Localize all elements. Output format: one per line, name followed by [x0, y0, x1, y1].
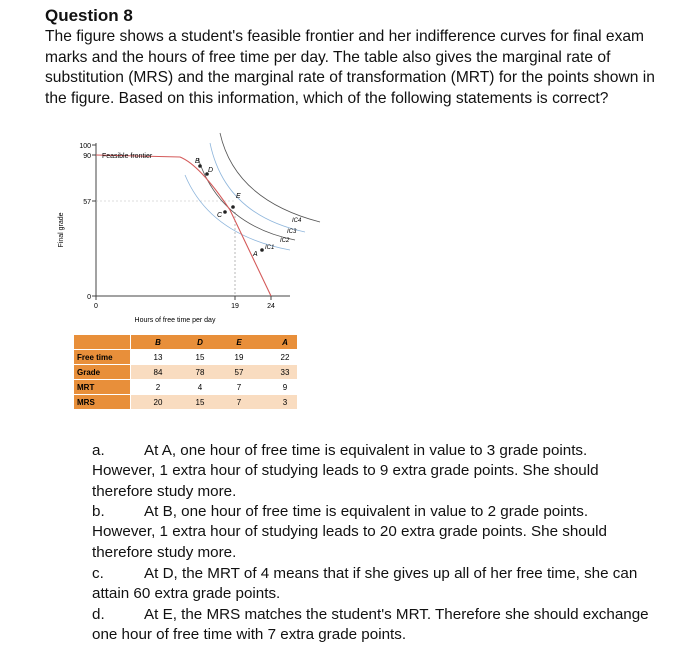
table-header-e: E — [236, 338, 242, 347]
ic1-label: IC1 — [265, 245, 275, 251]
x-tick-19: 19 — [231, 303, 239, 310]
option-b-letter: b. — [92, 503, 105, 520]
option-b-text: At B, one hour of free time is equivalent in value to 2 grade points. However, 1 extra hour of studying leads to 20 extra grade points. She should therefore study more. — [92, 503, 608, 561]
point-c-label: C — [217, 212, 223, 219]
table-cell: 15 — [195, 398, 205, 407]
point-a — [260, 248, 264, 252]
ic3-label: IC3 — [287, 229, 297, 235]
option-d-letter: d. — [92, 606, 105, 623]
table-cell: 57 — [234, 368, 244, 377]
question-text: The figure shows a student's feasible frontier and her indifference curves for final exam marks and the hours of free time per day. The table also gives the marginal rate of substitution (MRS) and the marginal rate of transformation (MRT) for the points shown in the figure. Based on this information, which of the following statements is correct? — [45, 28, 655, 107]
data-table — [74, 335, 297, 409]
feasible-frontier — [96, 155, 271, 296]
point-a-label: A — [253, 251, 258, 258]
option-a-text: At A, one hour of free time is equivalent in value to 3 grade points. However, 1 extra hour of studying leads to 9 extra grade points. She should therefore study more. — [92, 442, 599, 500]
point-d-label: D — [208, 167, 214, 174]
table-cell: 78 — [195, 368, 205, 377]
table-row-label: Free time — [77, 353, 113, 362]
x-tick-0: 0 — [94, 303, 98, 310]
y-axis-label: Final grade — [58, 212, 65, 248]
option-c-letter: c. — [92, 565, 104, 582]
table-cell: 22 — [280, 353, 290, 362]
table-cell: 33 — [280, 368, 290, 377]
y-tick-90: 90 — [83, 153, 91, 160]
point-e-label: E — [236, 193, 241, 200]
option-d[interactable] — [92, 605, 652, 646]
option-a[interactable] — [92, 441, 652, 502]
option-c[interactable] — [92, 564, 652, 605]
indifference-curve-ic1 — [185, 175, 290, 250]
indifference-curve-ic3 — [210, 143, 305, 232]
table-cell: 2 — [155, 383, 161, 392]
table-cell: 7 — [236, 398, 242, 407]
option-b[interactable] — [92, 502, 652, 563]
point-e — [231, 205, 235, 209]
y-tick-0: 0 — [87, 294, 91, 301]
table-cell: 7 — [236, 383, 242, 392]
option-a-letter: a. — [92, 442, 105, 459]
y-tick-100: 100 — [79, 143, 91, 150]
indifference-curve-ic4 — [220, 133, 320, 222]
table-cell: 4 — [197, 383, 203, 392]
table-row-label: Grade — [77, 368, 101, 377]
table-cell: 3 — [282, 398, 288, 407]
table-cell: 19 — [234, 353, 244, 362]
table-header-d: D — [197, 338, 203, 347]
table-cell: 13 — [153, 353, 163, 362]
option-d-text: At E, the MRS matches the student's MRT. Therefore she should exchange one hour of free time with 7 extra grade points. — [92, 606, 649, 644]
feasible-frontier-label: Feasible frontier — [102, 153, 153, 160]
x-axis-label: Hours of free time per day — [134, 317, 216, 324]
ic2-label: IC2 — [280, 238, 290, 244]
option-c-text: At D, the MRT of 4 means that if she gives up all of her free time, she can attain 60 extra grade points. — [92, 565, 638, 603]
table-cell: 9 — [282, 383, 288, 392]
question-title: Question 8 — [45, 6, 133, 25]
table-row-label: MRS — [77, 398, 95, 407]
table-row-label: MRT — [77, 383, 95, 392]
table-cell: 15 — [195, 353, 205, 362]
table-header-b: B — [155, 338, 161, 347]
table-header-a: A — [282, 338, 288, 347]
table-cell: 84 — [153, 368, 163, 377]
point-b-label: B — [195, 158, 200, 165]
point-c — [223, 210, 227, 214]
y-tick-57: 57 — [83, 199, 91, 206]
table-cell: 20 — [153, 398, 163, 407]
x-tick-24: 24 — [267, 303, 275, 310]
ic4-label: IC4 — [292, 218, 302, 224]
